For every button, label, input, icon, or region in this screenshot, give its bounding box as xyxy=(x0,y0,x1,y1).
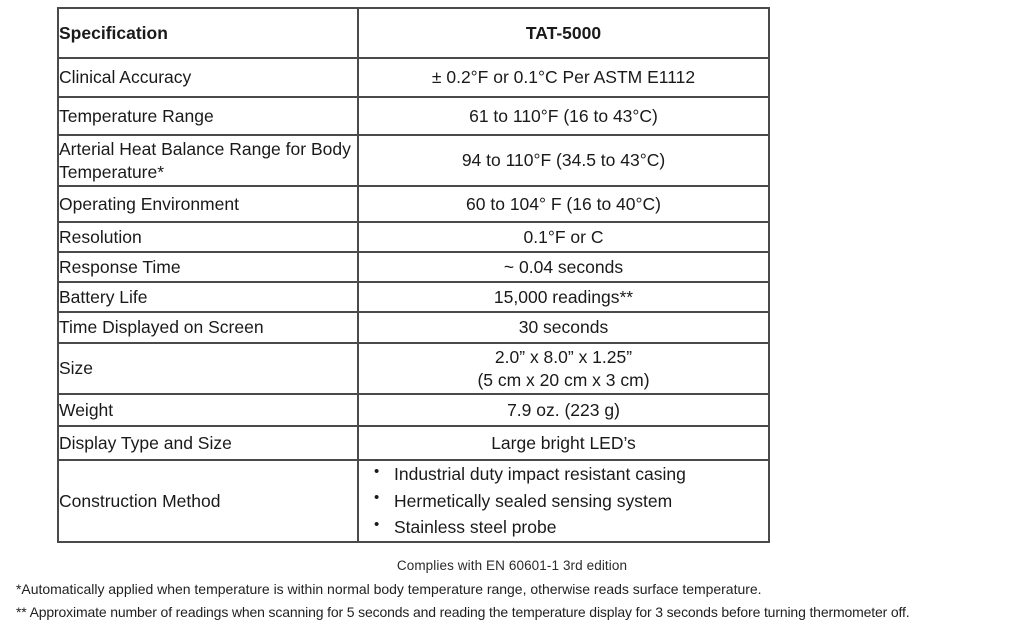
spec-value-size xyxy=(358,343,769,394)
table-row xyxy=(58,460,769,542)
table-row xyxy=(58,312,769,343)
spec-value-size-line-2: (5 cm x 20 cm x 3 cm) xyxy=(477,369,650,390)
spec-label-display-type-and-size: Display Type and Size xyxy=(58,426,358,460)
specification-table-container xyxy=(57,7,768,543)
table-row xyxy=(58,186,769,222)
spec-label-battery-life: Battery Life xyxy=(58,282,358,312)
spec-value-arterial-heat-balance-range: 94 to 110°F (34.5 to 43°C) xyxy=(358,135,769,186)
spec-label-temperature-range: Temperature Range xyxy=(58,97,358,135)
list-item: • Industrial duty impact resistant casing xyxy=(372,461,768,488)
table-row xyxy=(58,252,769,282)
table-row xyxy=(58,58,769,97)
spec-value-operating-environment: 60 to 104° F (16 to 40°C) xyxy=(358,186,769,222)
table-row xyxy=(58,343,769,394)
spec-label-time-displayed-on-screen: Time Displayed on Screen xyxy=(58,312,358,343)
spec-label-operating-environment: Operating Environment xyxy=(58,186,358,222)
column-header-product: TAT-5000 xyxy=(358,8,769,58)
list-item: • Hermetically sealed sensing system xyxy=(372,488,768,515)
table-row xyxy=(58,394,769,426)
table-row xyxy=(58,282,769,312)
table-row xyxy=(58,426,769,460)
spec-value-resolution: 0.1°F or C xyxy=(358,222,769,252)
spec-value-response-time: ~ 0.04 seconds xyxy=(358,252,769,282)
spec-label-arterial-heat-balance-range: Arterial Heat Balance Range for Body Temperature* xyxy=(58,135,358,186)
spec-label-size: Size xyxy=(58,343,358,394)
list-item: • Stainless steel probe xyxy=(372,514,768,541)
spec-value-time-displayed-on-screen: 30 seconds xyxy=(358,312,769,343)
spec-value-clinical-accuracy: ± 0.2°F or 0.1°C Per ASTM E1112 xyxy=(358,58,769,97)
table-row xyxy=(58,97,769,135)
spec-value-temperature-range: 61 to 110°F (16 to 43°C) xyxy=(358,97,769,135)
spec-label-clinical-accuracy: Clinical Accuracy xyxy=(58,58,358,97)
spec-value-battery-life: 15,000 readings** xyxy=(358,282,769,312)
construction-method-list xyxy=(359,461,768,541)
spec-value-display-type-and-size: Large bright LED’s xyxy=(358,426,769,460)
spec-label-response-time: Response Time xyxy=(58,252,358,282)
spec-value-weight: 7.9 oz. (223 g) xyxy=(358,394,769,426)
specification-table xyxy=(57,7,770,543)
footnote-double-asterisk: ** Approximate number of readings when scanning for 5 seconds and reading the temperature display for 3 seconds before turning thermometer off. xyxy=(16,603,910,620)
spec-value-size-line-1: 2.0” x 8.0” x 1.25” xyxy=(494,347,633,368)
footnote-asterisk: *Automatically applied when temperature is within normal body temperature range, otherwise reads surface temperature. xyxy=(16,581,762,597)
spec-label-weight: Weight xyxy=(58,394,358,426)
table-header-row xyxy=(58,8,769,58)
spec-value-construction-method xyxy=(358,460,769,542)
table-row xyxy=(58,135,769,186)
compliance-note: Complies with EN 60601-1 3rd edition xyxy=(396,558,628,573)
spec-label-construction-method: Construction Method xyxy=(58,460,358,542)
table-row xyxy=(58,222,769,252)
spec-label-resolution: Resolution xyxy=(58,222,358,252)
column-header-specification: Specification xyxy=(58,8,358,58)
footnotes xyxy=(16,578,1016,623)
